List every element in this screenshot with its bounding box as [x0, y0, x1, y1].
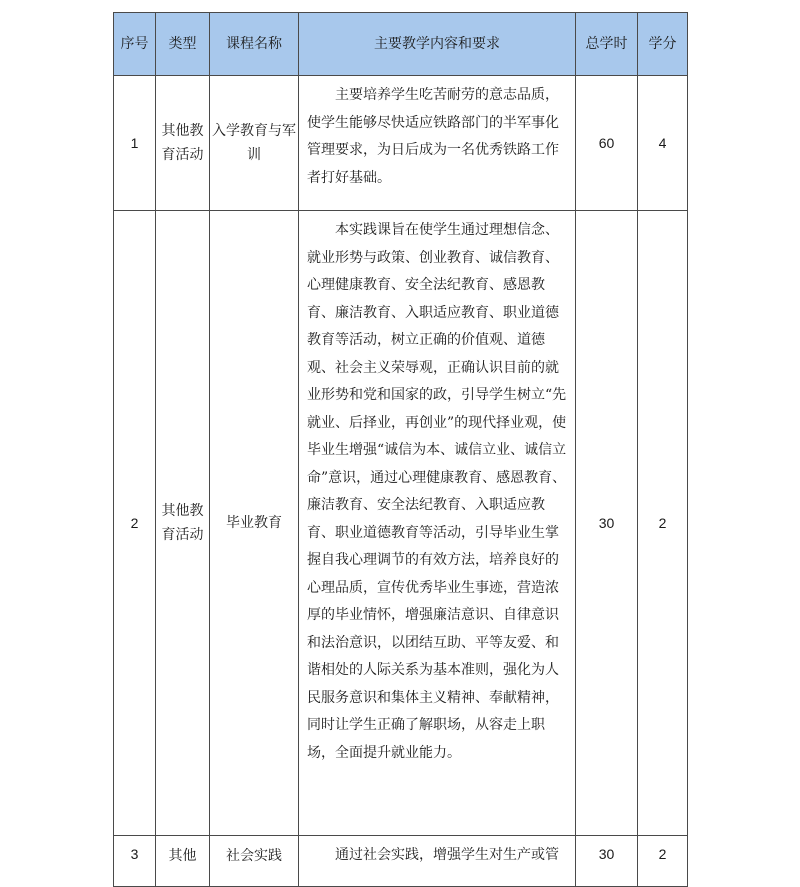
row-total-hours: 60 [576, 76, 638, 211]
header-total-hours: 总学时 [576, 13, 638, 76]
row-course-name: 入学教育与军训 [210, 76, 299, 211]
row-total-hours: 30 [576, 836, 638, 887]
row-course-name: 社会实践 [210, 836, 299, 887]
table-row [114, 836, 688, 887]
header-course-name: 课程名称 [210, 13, 299, 76]
header-index: 序号 [114, 13, 156, 76]
row-type: 其他 [156, 836, 210, 887]
header-content: 主要教学内容和要求 [299, 13, 576, 76]
row-index: 1 [114, 76, 156, 211]
row-credits: 2 [638, 211, 688, 836]
row-credits: 4 [638, 76, 688, 211]
row-content: 主要培养学生吃苦耐劳的意志品质，使学生能够尽快适应铁路部门的半军事化管理要求，为日后成为一名优秀铁路工作者打好基础。 [299, 76, 576, 211]
row-course-name: 毕业教育 [210, 211, 299, 836]
header-credits: 学分 [638, 13, 688, 76]
header-type: 类型 [156, 13, 210, 76]
row-index: 3 [114, 836, 156, 887]
row-credits: 2 [638, 836, 688, 887]
row-content: 通过社会实践，增强学生对生产或管 [299, 836, 576, 887]
row-content: 本实践课旨在使学生通过理想信念、就业形势与政策、创业教育、诚信教育、心理健康教育、安全法纪教育、感恩教育、廉洁教育、入职适应教育、职业道德教育等活动，树立正确的价值观、道德观、社会主义荣辱观，正确认识目前的就业形势和党和国家的政，引导学生树立“先就业、后择业，再创业”的现代择业观，使毕业生增强“诚信为本、诚信立业、诚信立命”意识，通过心理健康教育、感恩教育、廉洁教育、安全法纪教育、入职适应教育、职业道德教育等活动，引导毕业生掌握自我心理调节的有效方法，培养良好的心理品质，宣传优秀毕业生事迹，营造浓厚的毕业情怀，增强廉洁意识、自律意识和法治意识，以团结互助、平等友爱、和谐相处的人际关系为基本准则，强化为人民服务意识和集体主义精神、奉献精神，同时让学生正确了解职场，从容走上职场，全面提升就业能力。 [299, 211, 576, 836]
curriculum-table [113, 12, 688, 887]
row-type: 其他教育活动 [156, 211, 210, 836]
row-index: 2 [114, 211, 156, 836]
table-row [114, 211, 688, 836]
table-row [114, 76, 688, 211]
row-total-hours: 30 [576, 211, 638, 836]
row-type: 其他教育活动 [156, 76, 210, 211]
table-header-row [114, 13, 688, 76]
